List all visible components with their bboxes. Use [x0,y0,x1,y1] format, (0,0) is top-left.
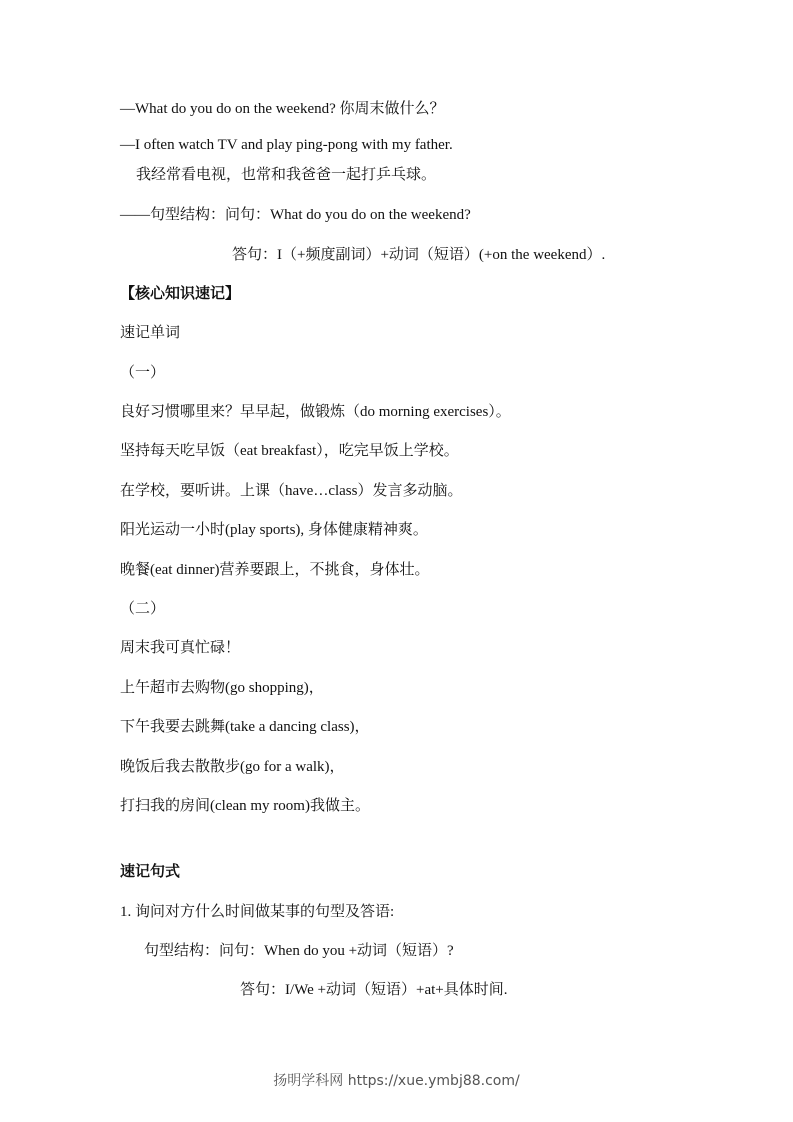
structure-answer-line: 答句：I（+频度副词）+动词（短语）(+on the weekend）. [232,247,606,263]
subheading-sentence-patterns: 速记句式 [120,864,181,880]
dialog-answer-line: —I often watch TV and play ping-pong with my father. [120,137,453,153]
rhyme-line: 周末我可真忙碌！ [120,640,241,656]
pattern-item-1: 1. 询问对方什么时间做某事的句型及答语: [120,904,395,920]
rhyme-line: 良好习惯哪里来？早早起，做锻炼（do morning exercises）。 [120,404,511,420]
pattern-answer-line: 答句：I/We +动词（短语）+at+具体时间. [240,982,508,998]
structure-question-line: ——句型结构：问句：What do you do on the weekend? [120,207,471,223]
subheading-vocabulary: 速记单词 [120,325,181,341]
rhyme-line: 在学校，要听讲。上课（have…class）发言多动脑。 [120,483,463,499]
rhyme-line: 下午我要去跳舞(take a dancing class)， [120,719,370,735]
page-footer-watermark: 扬明学科网 https://xue.ymbj88.com/ [273,1073,520,1089]
rhyme-line: 上午超市去购物(go shopping)， [120,680,324,696]
section-heading-core-knowledge: 【核心知识速记】 [120,286,241,302]
pattern-question-line: 句型结构：问句：When do you +动词（短语）? [144,943,454,959]
dialog-answer-translation: 我经常看电视，也常和我爸爸一起打乒乓球。 [136,167,437,183]
part-one-label: （一） [120,365,166,381]
rhyme-line: 坚持每天吃早饭（eat breakfast），吃完早饭上学校。 [120,443,459,459]
rhyme-line: 阳光运动一小时(play sports), 身体健康精神爽。 [120,522,428,538]
rhyme-line: 晚餐(eat dinner)营养要跟上，不挑食，身体壮。 [120,562,430,578]
dialog-question-line: —What do you do on the weekend? 你周末做什么？ [120,101,445,117]
rhyme-line: 晚饭后我去散散步(go for a walk)， [120,759,345,775]
rhyme-line: 打扫我的房间(clean my room)我做主。 [120,798,370,814]
part-two-label: （二） [120,601,166,617]
